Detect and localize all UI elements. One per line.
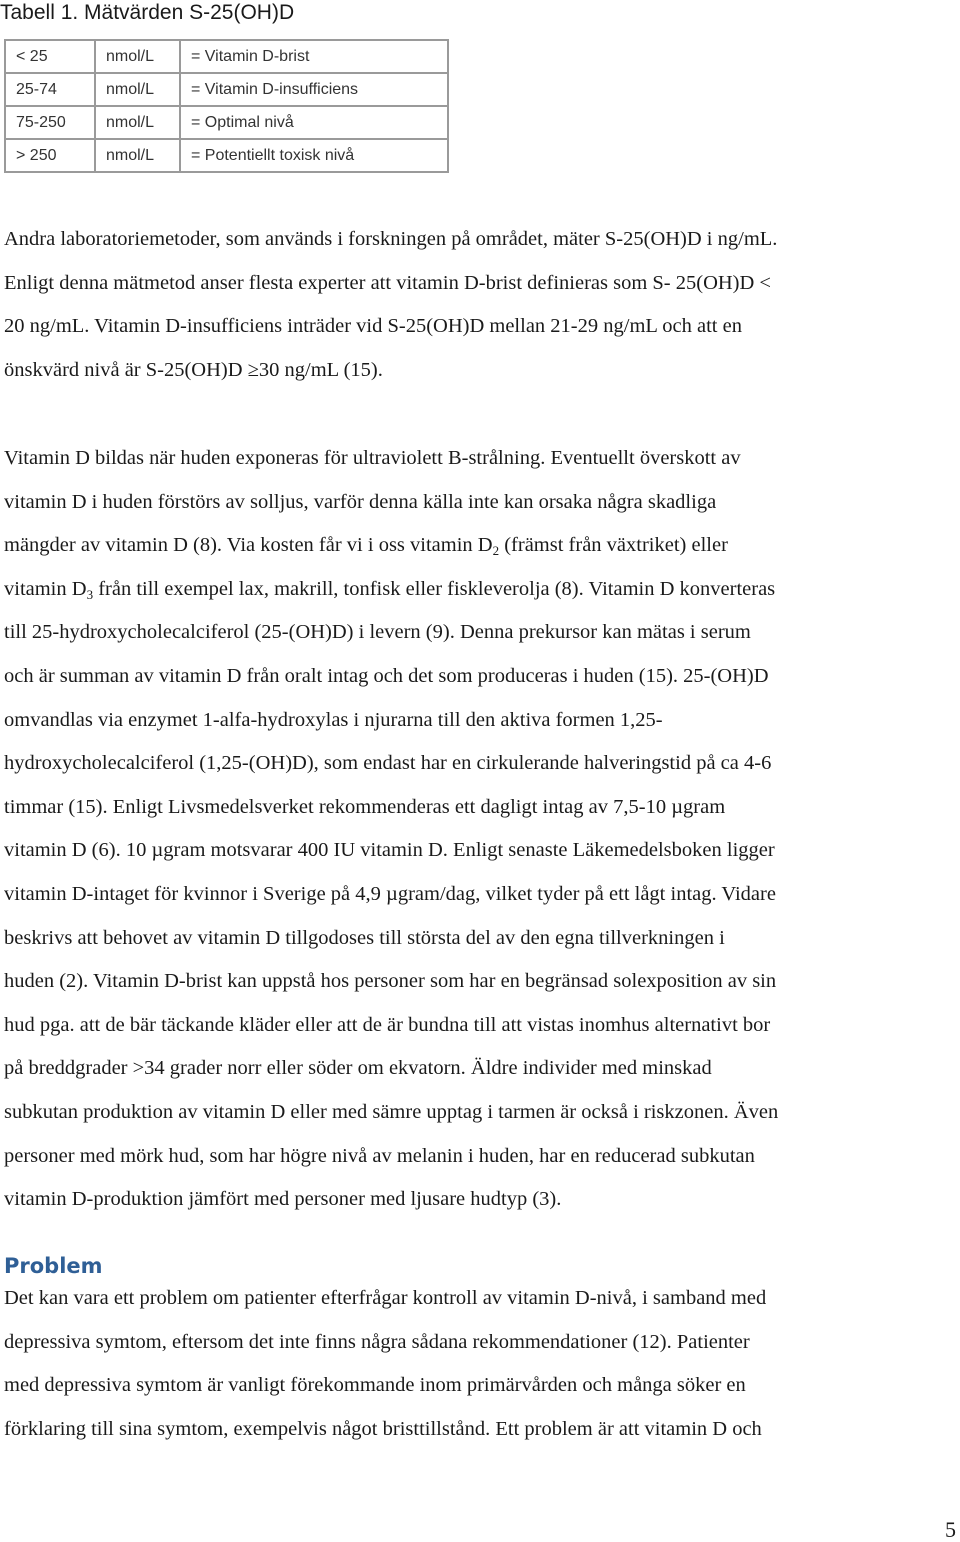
text-line: och är summan av vitamin D från oralt intag och det som produceras i huden (15). 25-(OH)D bbox=[4, 664, 769, 687]
subscript: 3 bbox=[86, 586, 94, 602]
table-caption: Tabell 1. Mätvärden S-25(OH)D bbox=[0, 1, 295, 24]
paragraph-problem bbox=[4, 1277, 960, 1451]
table-cell: = Vitamin D-brist bbox=[180, 40, 448, 73]
text-line: timmar (15). Enligt Livsmedelsverket rekommenderas ett dagligt intag av 7,5-10 µgram bbox=[4, 795, 726, 818]
text-line: hydroxycholecalciferol (1,25-(OH)D), som endast har en cirkulerande halveringstid på ca 4-6 bbox=[4, 752, 772, 775]
text-line: på breddgrader >34 grader norr eller söder om ekvatorn. Äldre individer med minskad bbox=[4, 1057, 712, 1080]
paragraph-vitamin-d-formation bbox=[4, 437, 960, 1222]
reference-values-table bbox=[4, 39, 449, 173]
text-line: önskvärd nivå är S-25(OH)D ≥30 ng/mL (15). bbox=[4, 358, 383, 381]
table-row bbox=[5, 40, 448, 73]
table-cell: = Optimal nivå bbox=[180, 106, 448, 139]
table-cell: nmol/L bbox=[95, 106, 180, 139]
table-cell: = Vitamin D-insufficiens bbox=[180, 73, 448, 106]
paragraph-lab-methods bbox=[4, 218, 960, 392]
text-line: vitamin D i huden förstörs av solljus, varför denna källa inte kan orsaka några skadliga bbox=[4, 490, 717, 513]
section-heading: Problem bbox=[4, 1254, 103, 1278]
text-line bbox=[4, 568, 960, 612]
table-cell: > 250 bbox=[5, 139, 95, 172]
text-line: Enligt denna mätmetod anser flesta experter att vitamin D-brist definieras som S- 25(OH)D < bbox=[4, 271, 771, 294]
text-line: till 25-hydroxycholecalciferol (25-(OH)D) i levern (9). Denna prekursor kan mätas i serum bbox=[4, 621, 751, 644]
text-segment: vitamin D bbox=[4, 577, 87, 600]
text-line: Andra laboratoriemetoder, som används i forskningen på området, mäter S-25(OH)D i ng/mL. bbox=[4, 228, 778, 250]
table-cell: = Potentiellt toxisk nivå bbox=[180, 139, 448, 172]
text-line: personer med mörk hud, som har högre nivå av melanin i huden, har en reducerad subkutan bbox=[4, 1144, 755, 1167]
table-row bbox=[5, 73, 448, 106]
page-number: 5 bbox=[945, 1517, 956, 1542]
text-segment: från till exempel lax, makrill, tonfisk eller fiskleverolja (8). Vitamin D konverteras bbox=[93, 577, 776, 600]
table-cell: nmol/L bbox=[95, 73, 180, 106]
table-cell: 25-74 bbox=[5, 73, 95, 106]
text-line: subkutan produktion av vitamin D eller med sämre upptag i tarmen är också i riskzonen. Även bbox=[4, 1100, 779, 1123]
text-line: beskrivs att behovet av vitamin D tillgodoses till största del av den egna tillverkningen i bbox=[4, 926, 725, 949]
text-line bbox=[4, 524, 960, 568]
text-line: depressiva symtom, eftersom det inte finns några sådana rekommendationer (12). Patienter bbox=[4, 1330, 750, 1353]
table-row bbox=[5, 139, 448, 172]
text-line: med depressiva symtom är vanligt förekommande inom primärvården och många söker en bbox=[4, 1374, 746, 1397]
text-line: omvandlas via enzymet 1-alfa-hydroxylas i njurarna till den aktiva formen 1,25- bbox=[4, 708, 663, 731]
text-line: huden (2). Vitamin D-brist kan uppstå hos personer som har en begränsad solexposition av sin bbox=[4, 970, 777, 993]
text-line: Det kan vara ett problem om patienter efterfrågar kontroll av vitamin D-nivå, i samband med bbox=[4, 1287, 767, 1309]
text-line: 20 ng/mL. Vitamin D-insufficiens inträder vid S-25(OH)D mellan 21-29 ng/mL och att en bbox=[4, 315, 742, 338]
table-cell: nmol/L bbox=[95, 40, 180, 73]
text-line: vitamin D-intaget för kvinnor i Sverige på 4,9 µgram/dag, vilket tyder på ett lågt intag. Vidare bbox=[4, 882, 776, 905]
text-segment: (främst från växtriket) eller bbox=[499, 534, 728, 557]
text-line: vitamin D-produktion jämfört med personer med ljusare hudtyp (3). bbox=[4, 1188, 562, 1211]
subscript: 2 bbox=[492, 543, 500, 559]
text-line: vitamin D (6). 10 µgram motsvarar 400 IU vitamin D. Enligt senaste Läkemedelsboken ligger bbox=[4, 839, 775, 862]
text-line: Vitamin D bildas när huden exponeras för ultraviolett B-strålning. Eventuellt överskott av bbox=[4, 447, 741, 469]
table-cell: nmol/L bbox=[95, 139, 180, 172]
table-cell: < 25 bbox=[5, 40, 95, 73]
table-row bbox=[5, 106, 448, 139]
text-line: förklaring till sina symtom, exempelvis något bristtillstånd. Ett problem är att vitamin D och bbox=[4, 1417, 762, 1440]
text-line: hud pga. att de bär täckande kläder eller att de är bundna till att vistas inomhus alternativt bor bbox=[4, 1013, 771, 1036]
text-segment: mängder av vitamin D (8). Via kosten får vi i oss vitamin D bbox=[4, 534, 493, 557]
table-cell: 75-250 bbox=[5, 106, 95, 139]
